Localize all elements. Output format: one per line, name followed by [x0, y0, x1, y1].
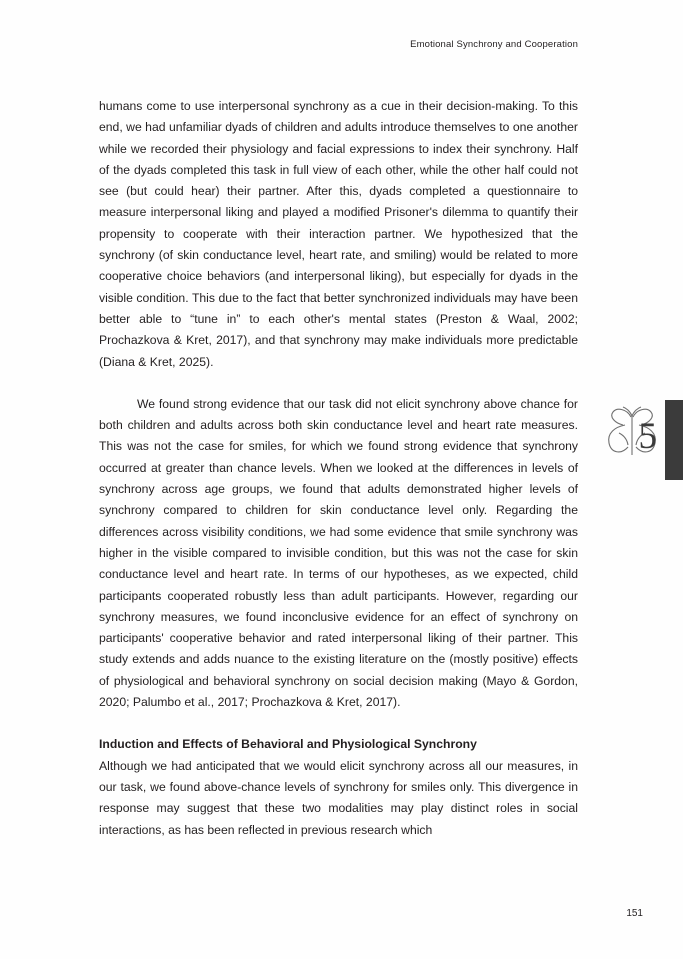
- body-paragraph-2: We found strong evidence that our task did not elicit synchrony above chance for both children and adults across both skin conductance level and heart rate measures. This was not the case for smiles, for which we found strong evidence that synchrony occurred at greater than chance levels. When we looked at the differences in levels of synchrony across age groups, we found that adults demonstrated higher levels of synchrony compared to children for skin conductance level only. Regarding the differences across visibility conditions, we had some evidence that smile synchrony was higher in the visible compared to invisible condition, but this was not the case for skin conductance level and heart rate. In terms of our hypotheses, as we expected, child participants cooperated robustly less than adult participants. However, regarding our synchrony measures, we found inconclusive evidence for an effect of synchrony on participants' cooperative behavior and rated interpersonal liking of their partner. This study extends and adds nuance to the existing literature on the (mostly positive) effects of physiological and behavioral synchrony on social decision making (Mayo & Gordon, 2020; Palumbo et al., 2017; Prochazkova & Kret, 2017).: [99, 396, 578, 710]
- chapter-number: 5: [638, 416, 657, 457]
- body-paragraph-3: Although we had anticipated that we would elicit synchrony across all our measures, in our task, we found above-chance levels of synchrony for smiles only. This divergence in response may suggest that these two modalities may play distinct roles in social interactions, as has been reflected in previous research which: [99, 758, 578, 837]
- body-paragraph-1: humans come to use interpersonal synchrony as a cue in their decision-making. To this end, we had unfamiliar dyads of children and adults introduce themselves to one another while we recorded their physiology and facial expressions to index their synchrony. Half of the dyads completed this task in full view of each other, while the other half could not see (but could hear) their partner. After this, dyads completed a questionnaire to measure interpersonal liking and played a modified Prisoner's dilemma to quantify their propensity to cooperate with their interaction partner. We hypothesized that the synchrony (of skin conductance level, heart rate, and smiling) would be related to more cooperative choice behaviors (and interpersonal liking), but especially for dyads in the visible condition. This due to the fact that better synchronized individuals may have been better able to “tune in” to each other's mental states (Preston & Waal, 2002; Prochazkova & Kret, 2017), and that synchrony may make individuals more predictable (Diana & Kret, 2025).: [99, 99, 578, 369]
- section-subheading: Induction and Effects of Behavioral and Physiological Synchrony: [99, 737, 477, 752]
- running-head: Emotional Synchrony and Cooperation: [410, 39, 578, 50]
- chapter-thumb-tab: [665, 400, 683, 480]
- page-number: 151: [626, 908, 643, 919]
- page-content: [99, 96, 578, 841]
